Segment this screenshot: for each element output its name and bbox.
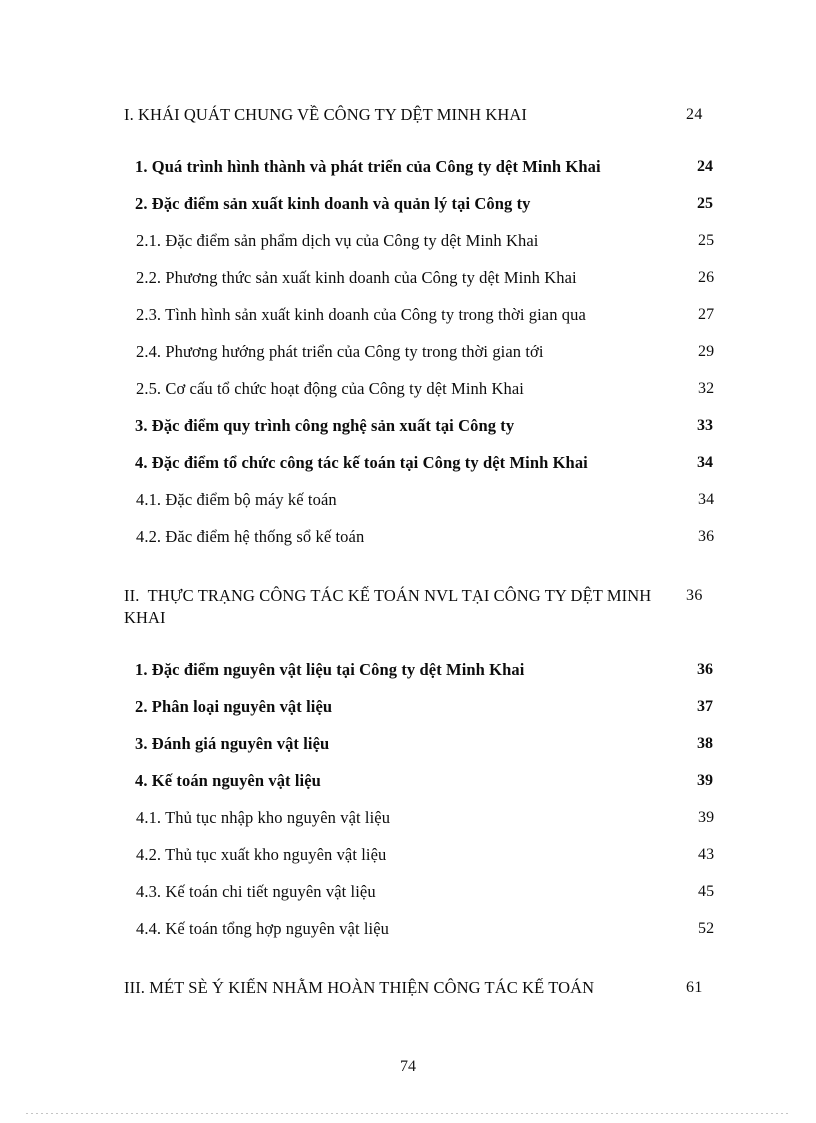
toc-entry[interactable] — [135, 696, 737, 718]
toc-entry-label: 1. Quá trình hình thành và phát triển của Công ty dệt Minh Khai — [135, 157, 601, 176]
toc-entry-label: 4.1. Thủ tục nhập kho nguyên vật liệu — [136, 808, 391, 827]
toc-entry-page-number: 25 — [697, 195, 713, 212]
toc-row-spacer — [124, 903, 726, 918]
toc-row-spacer — [124, 363, 726, 378]
toc-row-spacer — [124, 755, 726, 770]
toc-entry[interactable] — [124, 977, 726, 999]
toc-entry[interactable] — [136, 844, 738, 866]
toc-row-spacer — [124, 629, 726, 659]
toc-entry[interactable] — [124, 585, 726, 629]
toc-entry[interactable] — [136, 526, 738, 548]
toc-entry-page-number: 34 — [697, 454, 713, 471]
toc-row-spacer — [124, 178, 726, 193]
toc-entry[interactable] — [135, 770, 737, 792]
toc-row-spacer — [124, 718, 726, 733]
toc-entry-label: 1. Đặc điểm nguyên vật liệu tại Công ty dệt Minh Khai — [135, 660, 525, 679]
toc-entry-page-number: 24 — [697, 158, 713, 175]
toc-entry-page-number: 52 — [698, 920, 715, 937]
toc-row-spacer — [124, 792, 726, 807]
toc-entry-label: 2.5. Cơ cấu tổ chức hoạt động của Công ty dệt Minh Khai — [136, 379, 524, 398]
toc-entry[interactable] — [136, 230, 738, 252]
toc-entry-page-number: 36 — [697, 661, 713, 678]
toc-entry-page-number: 61 — [686, 979, 703, 996]
toc-entry[interactable] — [136, 378, 738, 400]
toc-entry[interactable] — [135, 659, 737, 681]
toc-entry-page-number: 36 — [698, 528, 715, 545]
toc-entry-label: 2.2. Phương thức sản xuất kinh doanh của Công ty dệt Minh Khai — [136, 268, 577, 287]
toc-row-spacer — [124, 215, 726, 230]
page-bottom-rule — [26, 1113, 790, 1114]
toc-row-spacer — [124, 940, 726, 977]
toc-entry-page-number: 39 — [698, 809, 715, 826]
toc-entry[interactable] — [136, 918, 738, 940]
toc-entry[interactable] — [136, 341, 738, 363]
toc-entry-page-number: 25 — [698, 232, 715, 249]
toc-entry[interactable] — [124, 104, 726, 126]
toc-entry-page-number: 33 — [697, 417, 713, 434]
toc-entry-label: III. MÉT SÈ Ý KIẾN NHẰM HOÀN THIỆN CÔNG TÁC KẾ TOÁN — [124, 978, 595, 997]
toc-entry-label: I. KHÁI QUÁT CHUNG VỀ CÔNG TY DỆT MINH KHAI — [124, 105, 528, 124]
table-of-contents — [124, 104, 726, 999]
toc-entry-label: 2. Phân loại nguyên vật liệu — [135, 697, 333, 716]
toc-row-spacer — [124, 866, 726, 881]
toc-row-spacer — [124, 474, 726, 489]
toc-entry-page-number: 34 — [698, 491, 715, 508]
toc-entry-page-number: 38 — [697, 735, 713, 752]
toc-entry-page-number: 24 — [686, 106, 703, 123]
toc-entry[interactable] — [136, 489, 738, 511]
toc-row-spacer — [124, 829, 726, 844]
toc-entry-label: 3. Đánh giá nguyên vật liệu — [135, 734, 330, 753]
toc-entry-label: 2.1. Đặc điểm sản phẩm dịch vụ của Công ty dệt Minh Khai — [136, 231, 539, 250]
toc-entry-label: 4.2. Đăc điểm hệ thống sổ kế toán — [136, 527, 365, 546]
toc-entry-label: 4.1. Đặc điểm bộ máy kế toán — [136, 490, 337, 509]
toc-entry-label: 2.3. Tình hình sản xuất kinh doanh của Công ty trong thời gian qua — [136, 305, 586, 324]
toc-entry-label: 2.4. Phương hướng phát triển của Công ty trong thời gian tới — [136, 342, 544, 361]
toc-entry[interactable] — [136, 881, 738, 903]
toc-entry-label: 4.2. Thủ tục xuất kho nguyên vật liệu — [136, 845, 387, 864]
toc-row-spacer — [124, 548, 726, 585]
toc-row-spacer — [124, 326, 726, 341]
toc-entry-page-number: 37 — [697, 698, 713, 715]
toc-entry[interactable] — [136, 267, 738, 289]
toc-entry-page-number: 27 — [698, 306, 715, 323]
toc-entry[interactable] — [135, 156, 737, 178]
toc-row-spacer — [124, 437, 726, 452]
toc-entry-page-number: 43 — [698, 846, 715, 863]
toc-entry-label: 4. Đặc điểm tổ chức công tác kế toán tại Công ty dệt Minh Khai — [135, 453, 588, 472]
toc-row-spacer — [124, 289, 726, 304]
toc-entry-label: 2. Đặc điểm sản xuất kinh doanh và quản lý tại Công ty — [135, 194, 531, 213]
toc-entry-label: II. THỰC TRẠNG CÔNG TÁC KẾ TOÁN NVL TẠI CÔNG TY DỆT MINH KHAI — [124, 586, 656, 627]
toc-entry[interactable] — [135, 193, 737, 215]
toc-row-spacer — [124, 126, 726, 156]
toc-entry[interactable] — [135, 452, 737, 474]
toc-entry-page-number: 32 — [698, 380, 715, 397]
toc-entry[interactable] — [136, 304, 738, 326]
toc-row-spacer — [124, 252, 726, 267]
toc-entry[interactable] — [136, 807, 738, 829]
toc-entry-label: 4.3. Kế toán chi tiết nguyên vật liệu — [136, 882, 376, 901]
toc-entry[interactable] — [135, 733, 737, 755]
toc-entry-label: 3. Đặc điểm quy trình công nghệ sản xuất tại Công ty — [135, 416, 515, 435]
toc-entry-page-number: 39 — [697, 772, 713, 789]
toc-row-spacer — [124, 400, 726, 415]
toc-entry-page-number: 26 — [698, 269, 715, 286]
toc-entry-label: 4. Kế toán nguyên vật liệu — [135, 771, 321, 790]
page-folio-number: 74 — [400, 1058, 416, 1075]
toc-entry-page-number: 45 — [698, 883, 715, 900]
toc-row-spacer — [124, 681, 726, 696]
toc-entry-label: 4.4. Kế toán tổng hợp nguyên vật liệu — [136, 919, 390, 938]
toc-entry-page-number: 36 — [686, 587, 703, 604]
toc-entry-page-number: 29 — [698, 343, 715, 360]
toc-entry[interactable] — [135, 415, 737, 437]
toc-row-spacer — [124, 511, 726, 526]
